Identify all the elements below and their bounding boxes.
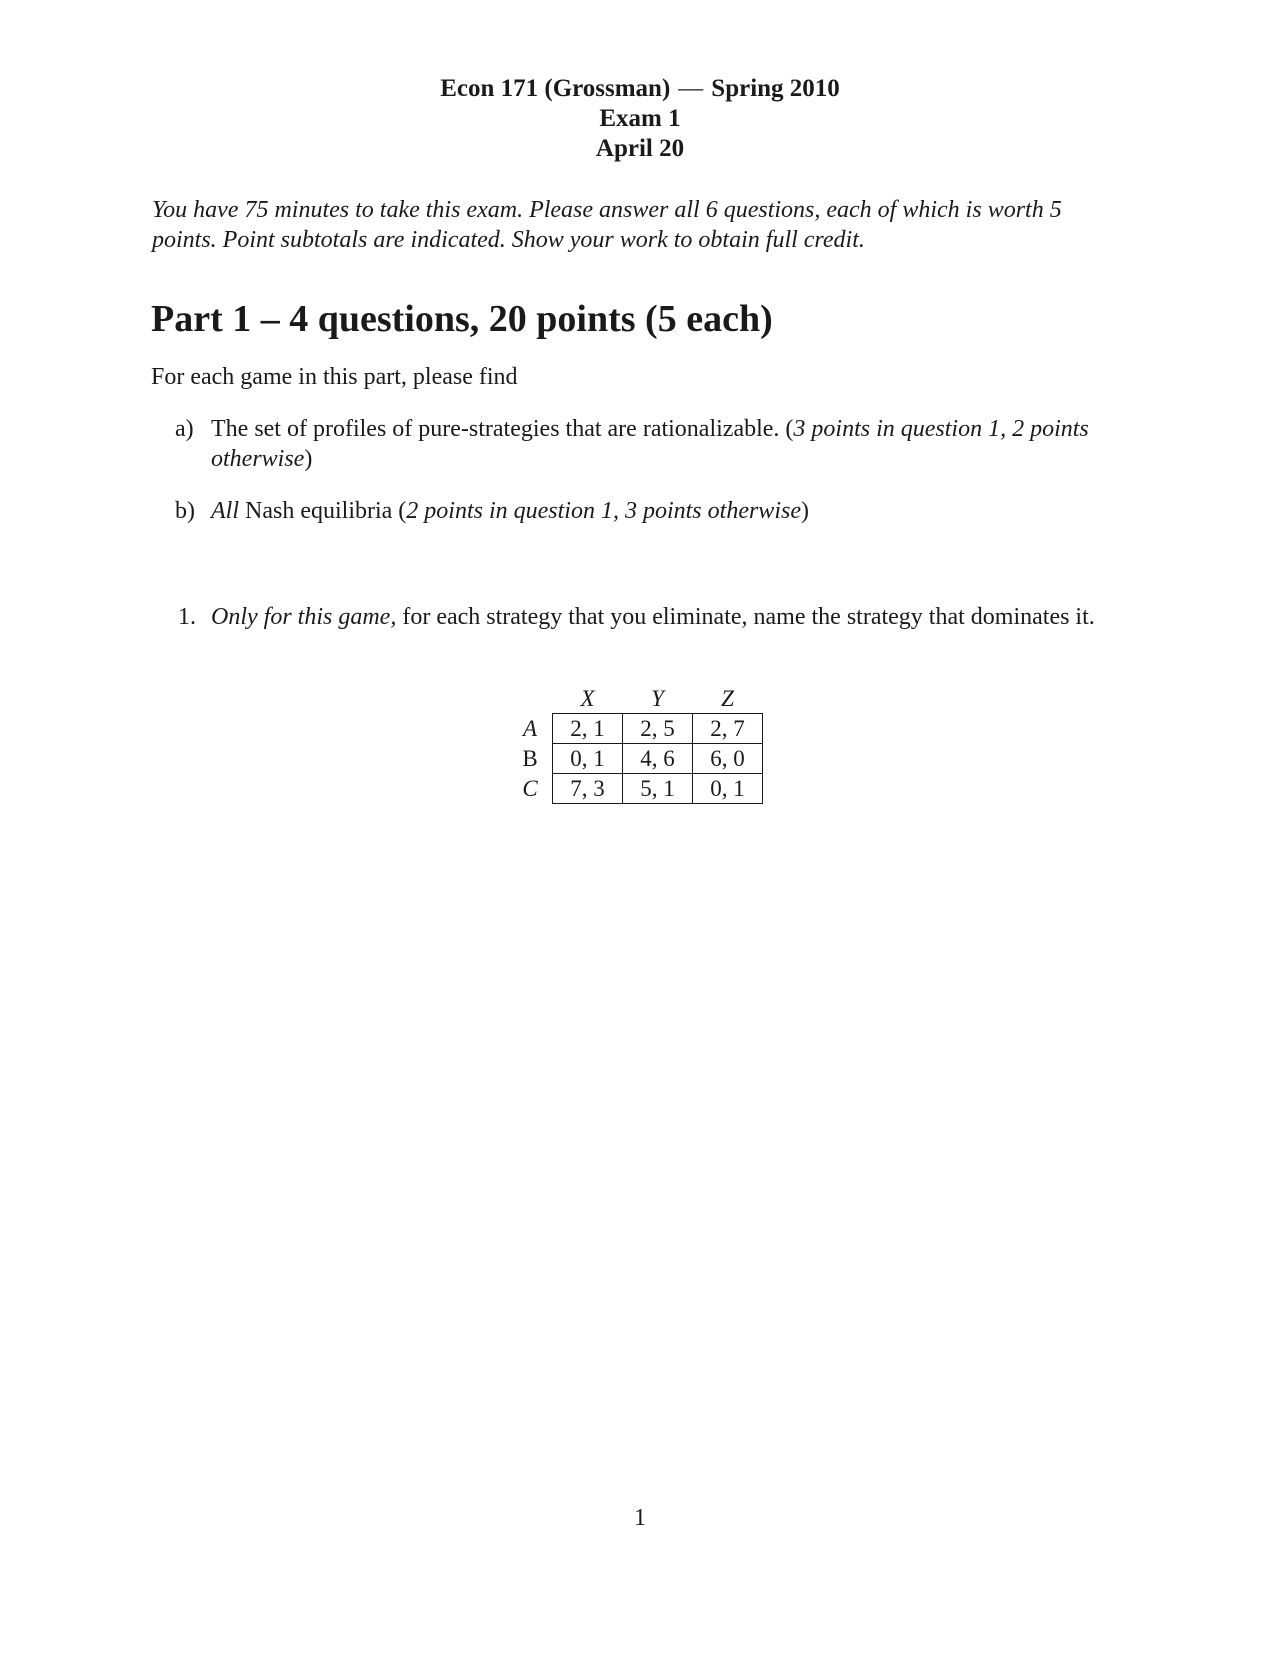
part-heading: Part 1 – 4 questions, 20 points (5 each) (151, 298, 773, 340)
question-text: for each strategy that you eliminate, name the strategy that dominates it. (396, 604, 1095, 630)
sub-item-text: The set of profiles of pure-strategies that are rationalizable. ( (211, 416, 794, 442)
payoff-cell: 5, 1 (623, 774, 693, 804)
sub-item-b (175, 496, 1135, 526)
course-title: Econ 171 (Grossman) (440, 75, 671, 102)
payoff-table (508, 684, 763, 804)
column-header-y: Y (651, 686, 664, 711)
table-corner (508, 684, 553, 714)
exam-title: Exam 1 (599, 105, 681, 132)
payoff-cell: 0, 1 (553, 744, 623, 774)
exam-header (0, 74, 1280, 164)
question-1 (175, 602, 1135, 632)
page-number: 1 (634, 1505, 646, 1531)
sub-item-body (211, 496, 1135, 526)
question-body (211, 602, 1135, 632)
payoff-cell: 6, 0 (693, 744, 763, 774)
exam-date: April 20 (595, 135, 685, 162)
table-row (508, 714, 763, 744)
table-row (508, 744, 763, 774)
term: Spring 2010 (711, 75, 840, 102)
sub-item-points: 2 points in question 1, 3 points otherwise (406, 498, 801, 524)
sub-item-a (175, 414, 1135, 474)
sub-item-points: 3 points in question 1, 2 points otherwise (211, 416, 1089, 472)
payoff-matrix (508, 684, 763, 804)
payoff-cell: 2, 7 (693, 714, 763, 744)
instructions: You have 75 minutes to take this exam. Please answer all 6 questions, each of which is worth 5 points. Point subtotals are indicated. Show your work to obtain full credit. (152, 197, 1062, 253)
payoff-cell: 0, 1 (693, 774, 763, 804)
payoff-cell: 7, 3 (553, 774, 623, 804)
payoff-cell: 2, 1 (553, 714, 623, 744)
part-intro: For each game in this part, please find (151, 364, 518, 390)
sub-item-marker: a) (175, 416, 194, 442)
sub-item-close: ) (304, 446, 313, 472)
table-row (508, 774, 763, 804)
column-header-z: Z (721, 686, 734, 711)
question-lead: Only for this game, (211, 604, 397, 630)
sub-item-marker: b) (175, 498, 195, 524)
header-course-line (0, 74, 1280, 104)
column-header-row (508, 684, 763, 714)
sub-item-close: ) (800, 498, 809, 524)
row-header-b: B (522, 746, 538, 771)
payoff-cell: 2, 5 (623, 714, 693, 744)
payoff-cell: 4, 6 (623, 744, 693, 774)
sub-item-body (211, 414, 1135, 474)
column-header-x: X (580, 686, 595, 711)
row-header-c: C (522, 776, 538, 801)
sub-item-lead: All (211, 498, 239, 524)
sub-item-text: Nash equilibria ( (239, 498, 407, 524)
question-number: 1. (178, 604, 196, 630)
header-dash: — (678, 75, 704, 102)
row-header-a: A (522, 716, 538, 741)
